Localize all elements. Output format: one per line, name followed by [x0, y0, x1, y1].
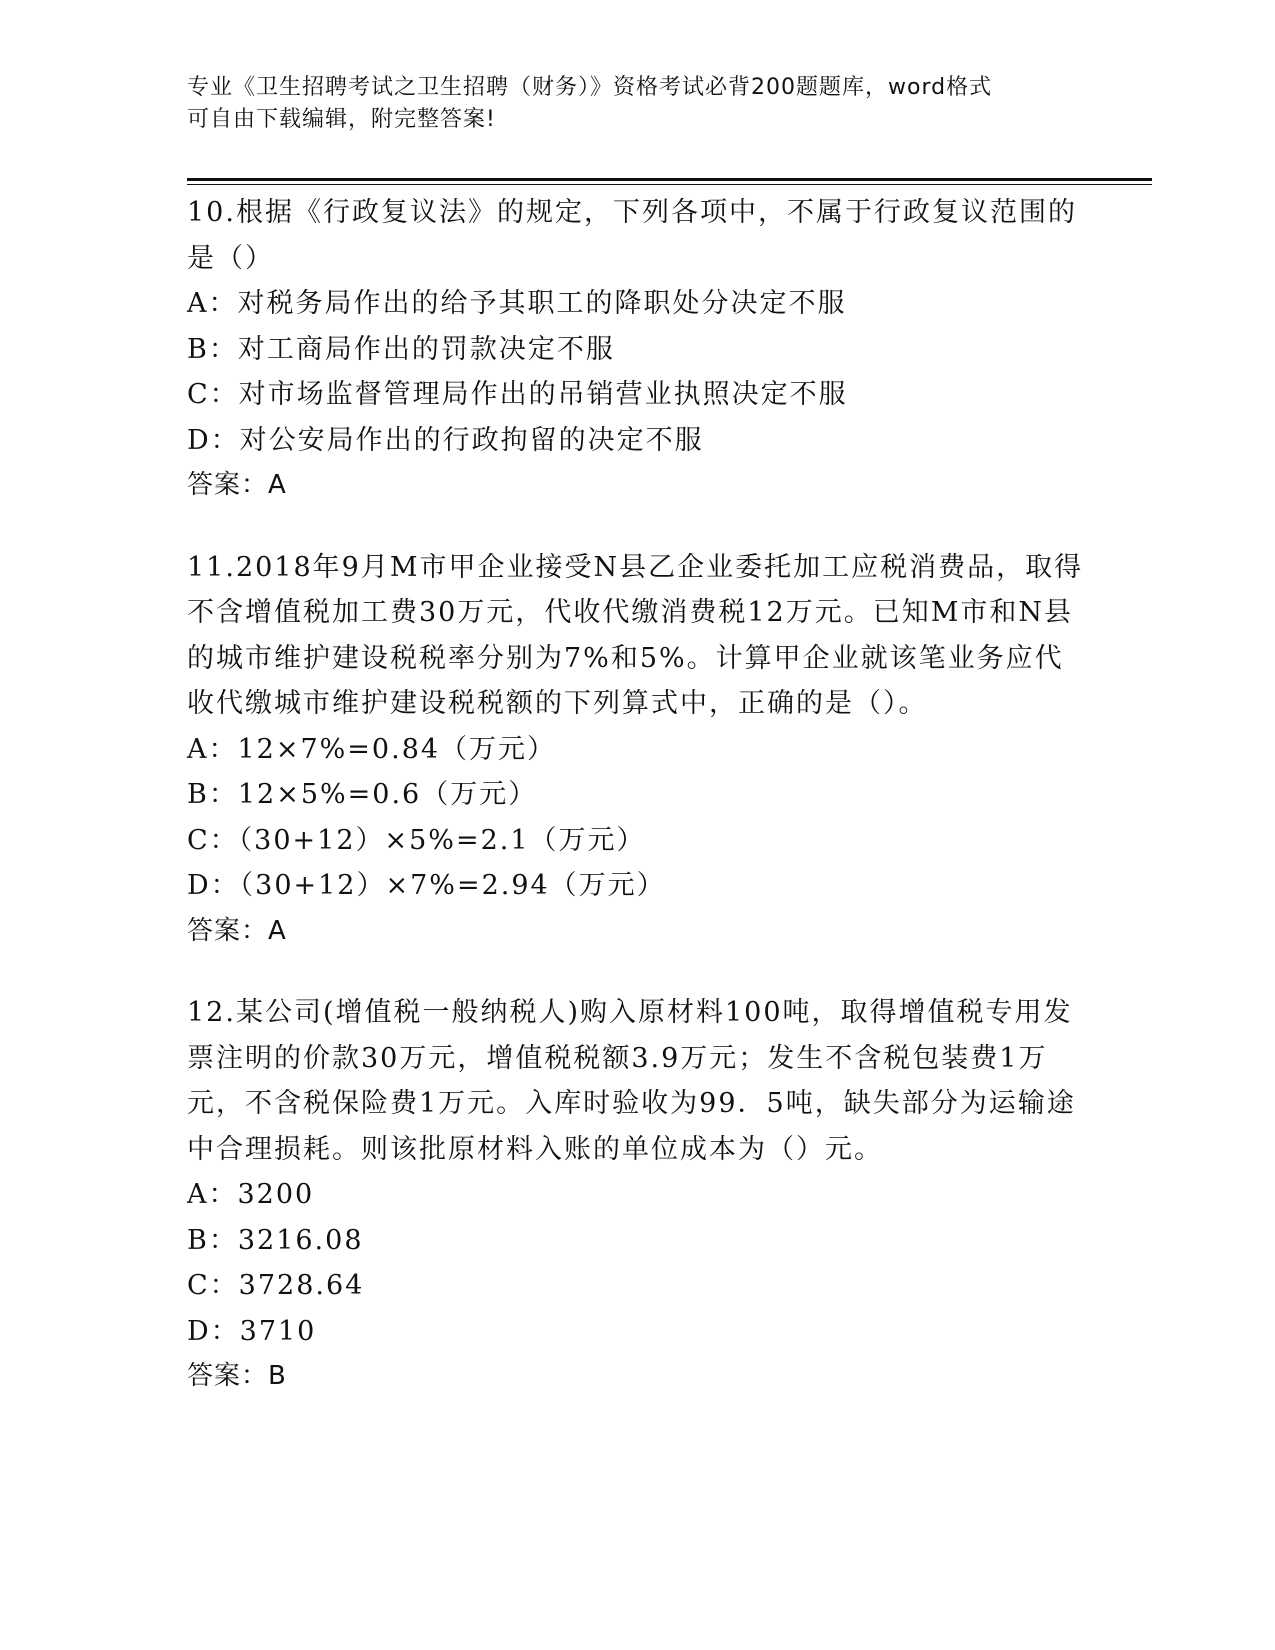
- question-list: [187, 190, 1087, 1400]
- header-line-1: 专业《卫生招聘考试之卫生招聘（财务）》资格考试必背200题题库，word格式: [187, 75, 993, 100]
- option-b: B：3216.08: [187, 1224, 364, 1256]
- option-b: B：对工商局作出的罚款决定不服: [187, 333, 615, 365]
- question-stem: 11.2018年9月M市甲企业接受N县乙企业委托加工应税消费品，取得不含增值税加工费30万元，代收代缴消费税12万元。已知M市和N县的城市维护建设税税率分别为7%和5%。计算甲企业就该笔业务应代收代缴城市维护建设税税额的下列算式中，正确的是（）。: [187, 551, 1084, 719]
- answer-label: 答案：A: [187, 915, 287, 946]
- question-10: [187, 190, 1087, 509]
- header-divider-thick: [187, 178, 1152, 181]
- question-12: [187, 990, 1087, 1400]
- option-c: C：（30+12）×5%=2.1（万元）: [187, 824, 646, 856]
- answer-label: 答案：B: [187, 1361, 287, 1391]
- option-c: C：对市场监督管理局作出的吊销营业执照决定不服: [187, 379, 848, 410]
- header-line-2: 可自由下载编辑，附完整答案!: [187, 107, 496, 132]
- question-stem: 12.某公司(增值税一般纳税人)购入原材料100吨，取得增值税专用发票注明的价款30万元，增值税税额3.9万元；发生不含税包装费1万元，不含税保险费1万元。入库时验收为99．5吨，缺失部分为运输途中合理损耗。则该批原材料入账的单位成本为（）元。: [187, 997, 1076, 1165]
- option-d: D：对公安局作出的行政拘留的决定不服: [187, 424, 704, 456]
- option-b: B：12×5%=0.6（万元）: [187, 779, 538, 810]
- option-a: A：12×7%=0.84（万元）: [187, 733, 557, 765]
- question-stem: 10.根据《行政复议法》的规定，下列各项中，不属于行政复议范围的是（）: [187, 197, 1077, 274]
- option-d: D：（30+12）×7%=2.94（万元）: [187, 870, 666, 901]
- option-c: C：3728.64: [187, 1270, 365, 1301]
- option-a: A：3200: [187, 1179, 315, 1210]
- option-a: A：对税务局作出的给予其职工的降职处分决定不服: [187, 288, 847, 319]
- option-d: D：3710: [187, 1315, 317, 1347]
- question-11: [187, 545, 1087, 955]
- header-divider-thin: [187, 184, 1152, 185]
- document-header: [187, 72, 1067, 136]
- answer-label: 答案：A: [187, 470, 287, 500]
